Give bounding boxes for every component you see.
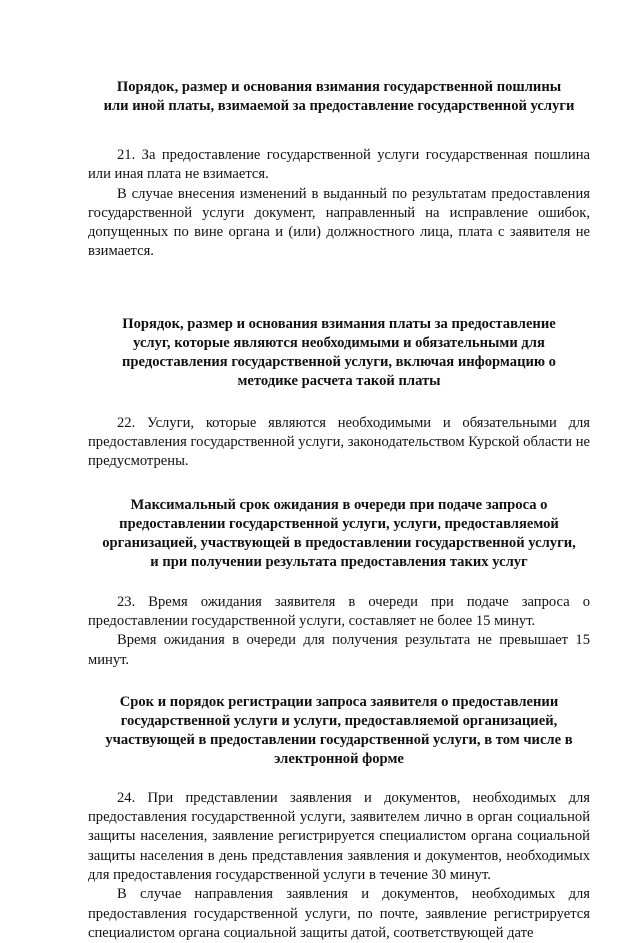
heading-line: Максимальный срок ожидания в очереди при подаче запроса о: [130, 496, 548, 513]
paragraph-23-result-wait: Время ожидания в очереди для получения результата не превышает 15 минут.: [88, 632, 590, 668]
paragraph-24: 24. При представлении заявления и документов, необходимых для предоставления государственной услуги, заявителем лично в орган социальной защиты населения, заявление регистрируется специалистом органа социальной защиты населения в день представления заявления и документов, необходимых для предоставления государственной услуги в течение 30 минут.: [88, 789, 590, 884]
heading-line: участвующей в предоставлении государственной услуги, в том числе в: [105, 731, 573, 748]
paragraph-21: 21. За предоставление государственной услуги государственная пошлина или иная плата не взимается.: [88, 147, 590, 183]
section-heading-fee: [88, 78, 590, 116]
heading-line: услуг, которые являются необходимыми и обязательными для: [133, 334, 545, 351]
paragraph-23: 23. Время ожидания заявителя в очереди при подаче запроса о предоставлении государственной услуги, составляет не более 15 минут.: [88, 593, 590, 629]
section-heading-additional-services-fee: [88, 315, 590, 391]
section-heading-registration: [88, 693, 590, 769]
heading-line: и при получении результата предоставления таких услуг: [150, 553, 528, 570]
heading-line: предоставлении государственной услуги, услуги, предоставляемой: [119, 515, 559, 532]
heading-line: или иной платы, взимаемой за предоставление государственной услуги: [103, 98, 575, 114]
heading-line: организацией, участвующей в предоставлении государственной услуги,: [102, 534, 576, 551]
heading-line: Срок и порядок регистрации запроса заявителя о предоставлении: [119, 693, 559, 710]
paragraph-21-correction: В случае внесения изменений в выданный по результатам предоставления государственной услуги документ, направленный на исправление ошибок, допущенных по вине органа и (или) должностного лица, плата с заявителя не взимается.: [88, 185, 590, 260]
paragraph-24-postal: В случае направления заявления и документов, необходимых для предоставления государственной услуги, по почте, заявление регистрируется специалистом органа социальной защиты датой, соответствующей дате: [88, 886, 590, 941]
heading-line: предоставления государственной услуги, включая информацию о: [122, 353, 556, 370]
heading-line: государственной услуги и услуги, предоставляемой организацией,: [120, 712, 558, 729]
heading-line: Порядок, размер и основания взимания платы за предоставление: [122, 315, 556, 332]
heading-line: Порядок, размер и основания взимания государственной пошлины: [116, 79, 562, 95]
section-heading-queue-time: [88, 496, 590, 572]
heading-line: методике расчета такой платы: [237, 372, 441, 389]
heading-line: электронной форме: [274, 750, 404, 767]
paragraph-22: 22. Услуги, которые являются необходимыми и обязательными для предоставления государственной услуги, законодательством Курской области не предусмотрены.: [88, 414, 590, 470]
